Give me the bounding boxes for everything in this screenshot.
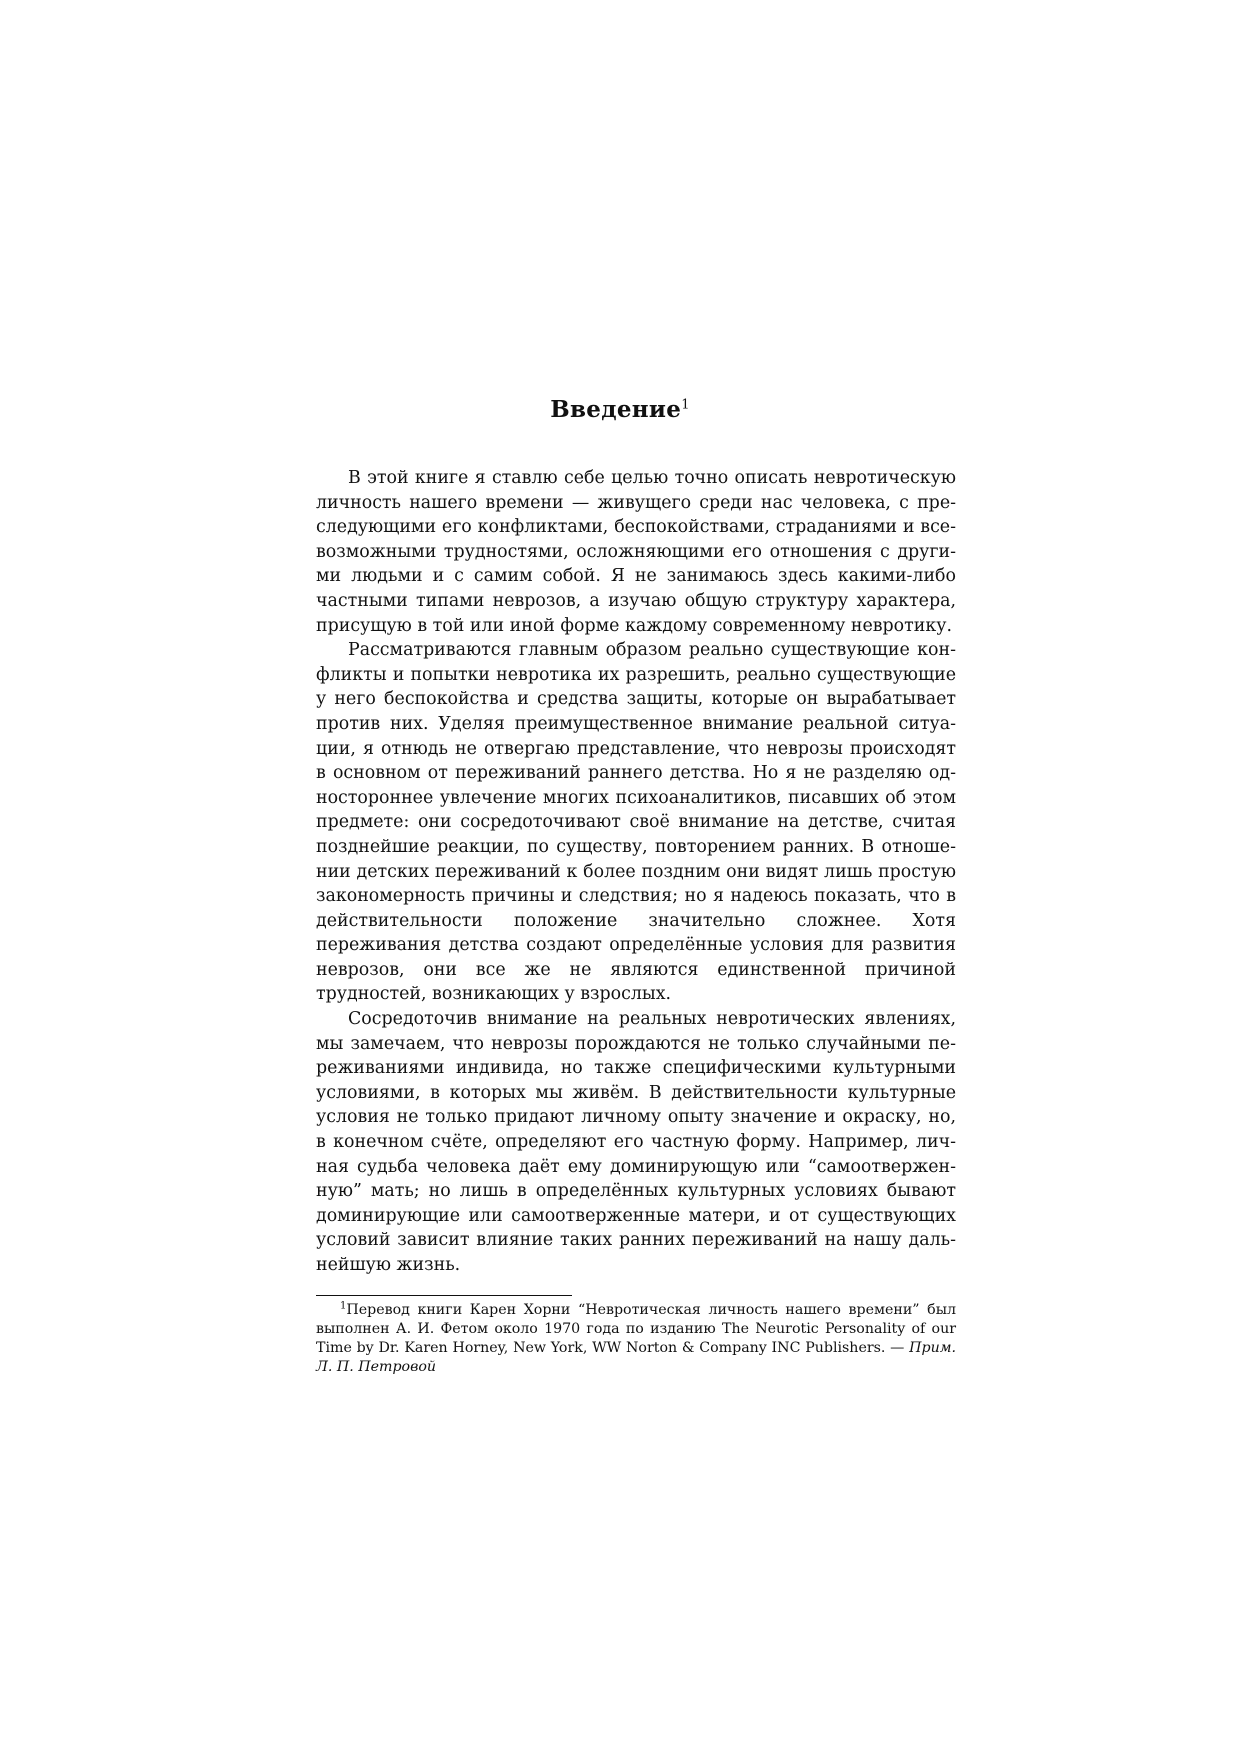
footnote-text: Перевод книги Карен Хорни “Невротическая личность нашего времени” был выполнен А. И. Фетом около 1970 года по изданию The Neurotic Personality of our Time by Dr. Karen Horney, New York, WW Norton & Company INC Publishers. — — [316, 1302, 956, 1356]
footnote-note-sign: Прим. Л. П. Петровой — [316, 1340, 956, 1375]
footnote-marker: 1 — [340, 1300, 347, 1312]
title-text: Введение — [550, 396, 682, 423]
paragraph-2: Рассматриваются главным образом реально существующие конфликты и попытки невротика их разрешить, реально существующие у него беспокойства и средства защиты, которые он вырабатывает против них. Уделяя преимущественное внимание реальной ситуации, я отнюдь не отвергаю представление, что неврозы происходят в основном от переживаний раннего детства. Но я не разделяю одностороннее увлечение многих психоаналитиков, писавших об этом предмете: они сосредоточивают своё внимание на детстве, считая позднейшие реакции, по существу, повторением ранних. В отношении детских переживаний к более поздним они видят лишь простую закономерность причины и следствия; но я надеюсь показать, что в действительности положение значительно сложнее. Хотя переживания детства создают определённые условия для развития неврозов, они все же не являются единственной причиной трудностей, возникающих у взрослых. — [316, 640, 956, 1005]
paragraph-3: Сосредоточив внимание на реальных невротических явлениях, мы замечаем, что неврозы порождаются не только случайными переживаниями индивида, но также специфическими культурными условиями, в которых мы живём. В действительности культурные условия не только придают личному опыту значение и окраску, но, в конечном счёте, определяют его частную форму. Например, личная судьба человека даёт ему доминирующую или “самоотверженную” мать; но лишь в определённых культурных условиях бывают доминирующие или самоотверженные матери, и от существующих условий зависит влияние таких ранних переживаний на нашу дальнейшую жизнь. — [316, 1009, 956, 1275]
title-footnote-ref: 1 — [681, 397, 690, 413]
body-text — [316, 466, 956, 1278]
footnote-divider — [316, 1295, 572, 1296]
page-title — [0, 396, 1240, 423]
footnote — [316, 1301, 956, 1377]
paragraph-1: В этой книге я ставлю себе целью точно описать невротическую личность нашего времени — живущего среди нас человека, с преследующими его конфликтами, беспокойствами, страданиями и всевозможными трудностями, осложняющими его отношения с другими людьми и с самим собой. Я не занимаюсь здесь какими-либо частными типами неврозов, а изучаю общую структуру характера, присущую в той или иной форме каждому современному невротику. — [316, 468, 956, 636]
